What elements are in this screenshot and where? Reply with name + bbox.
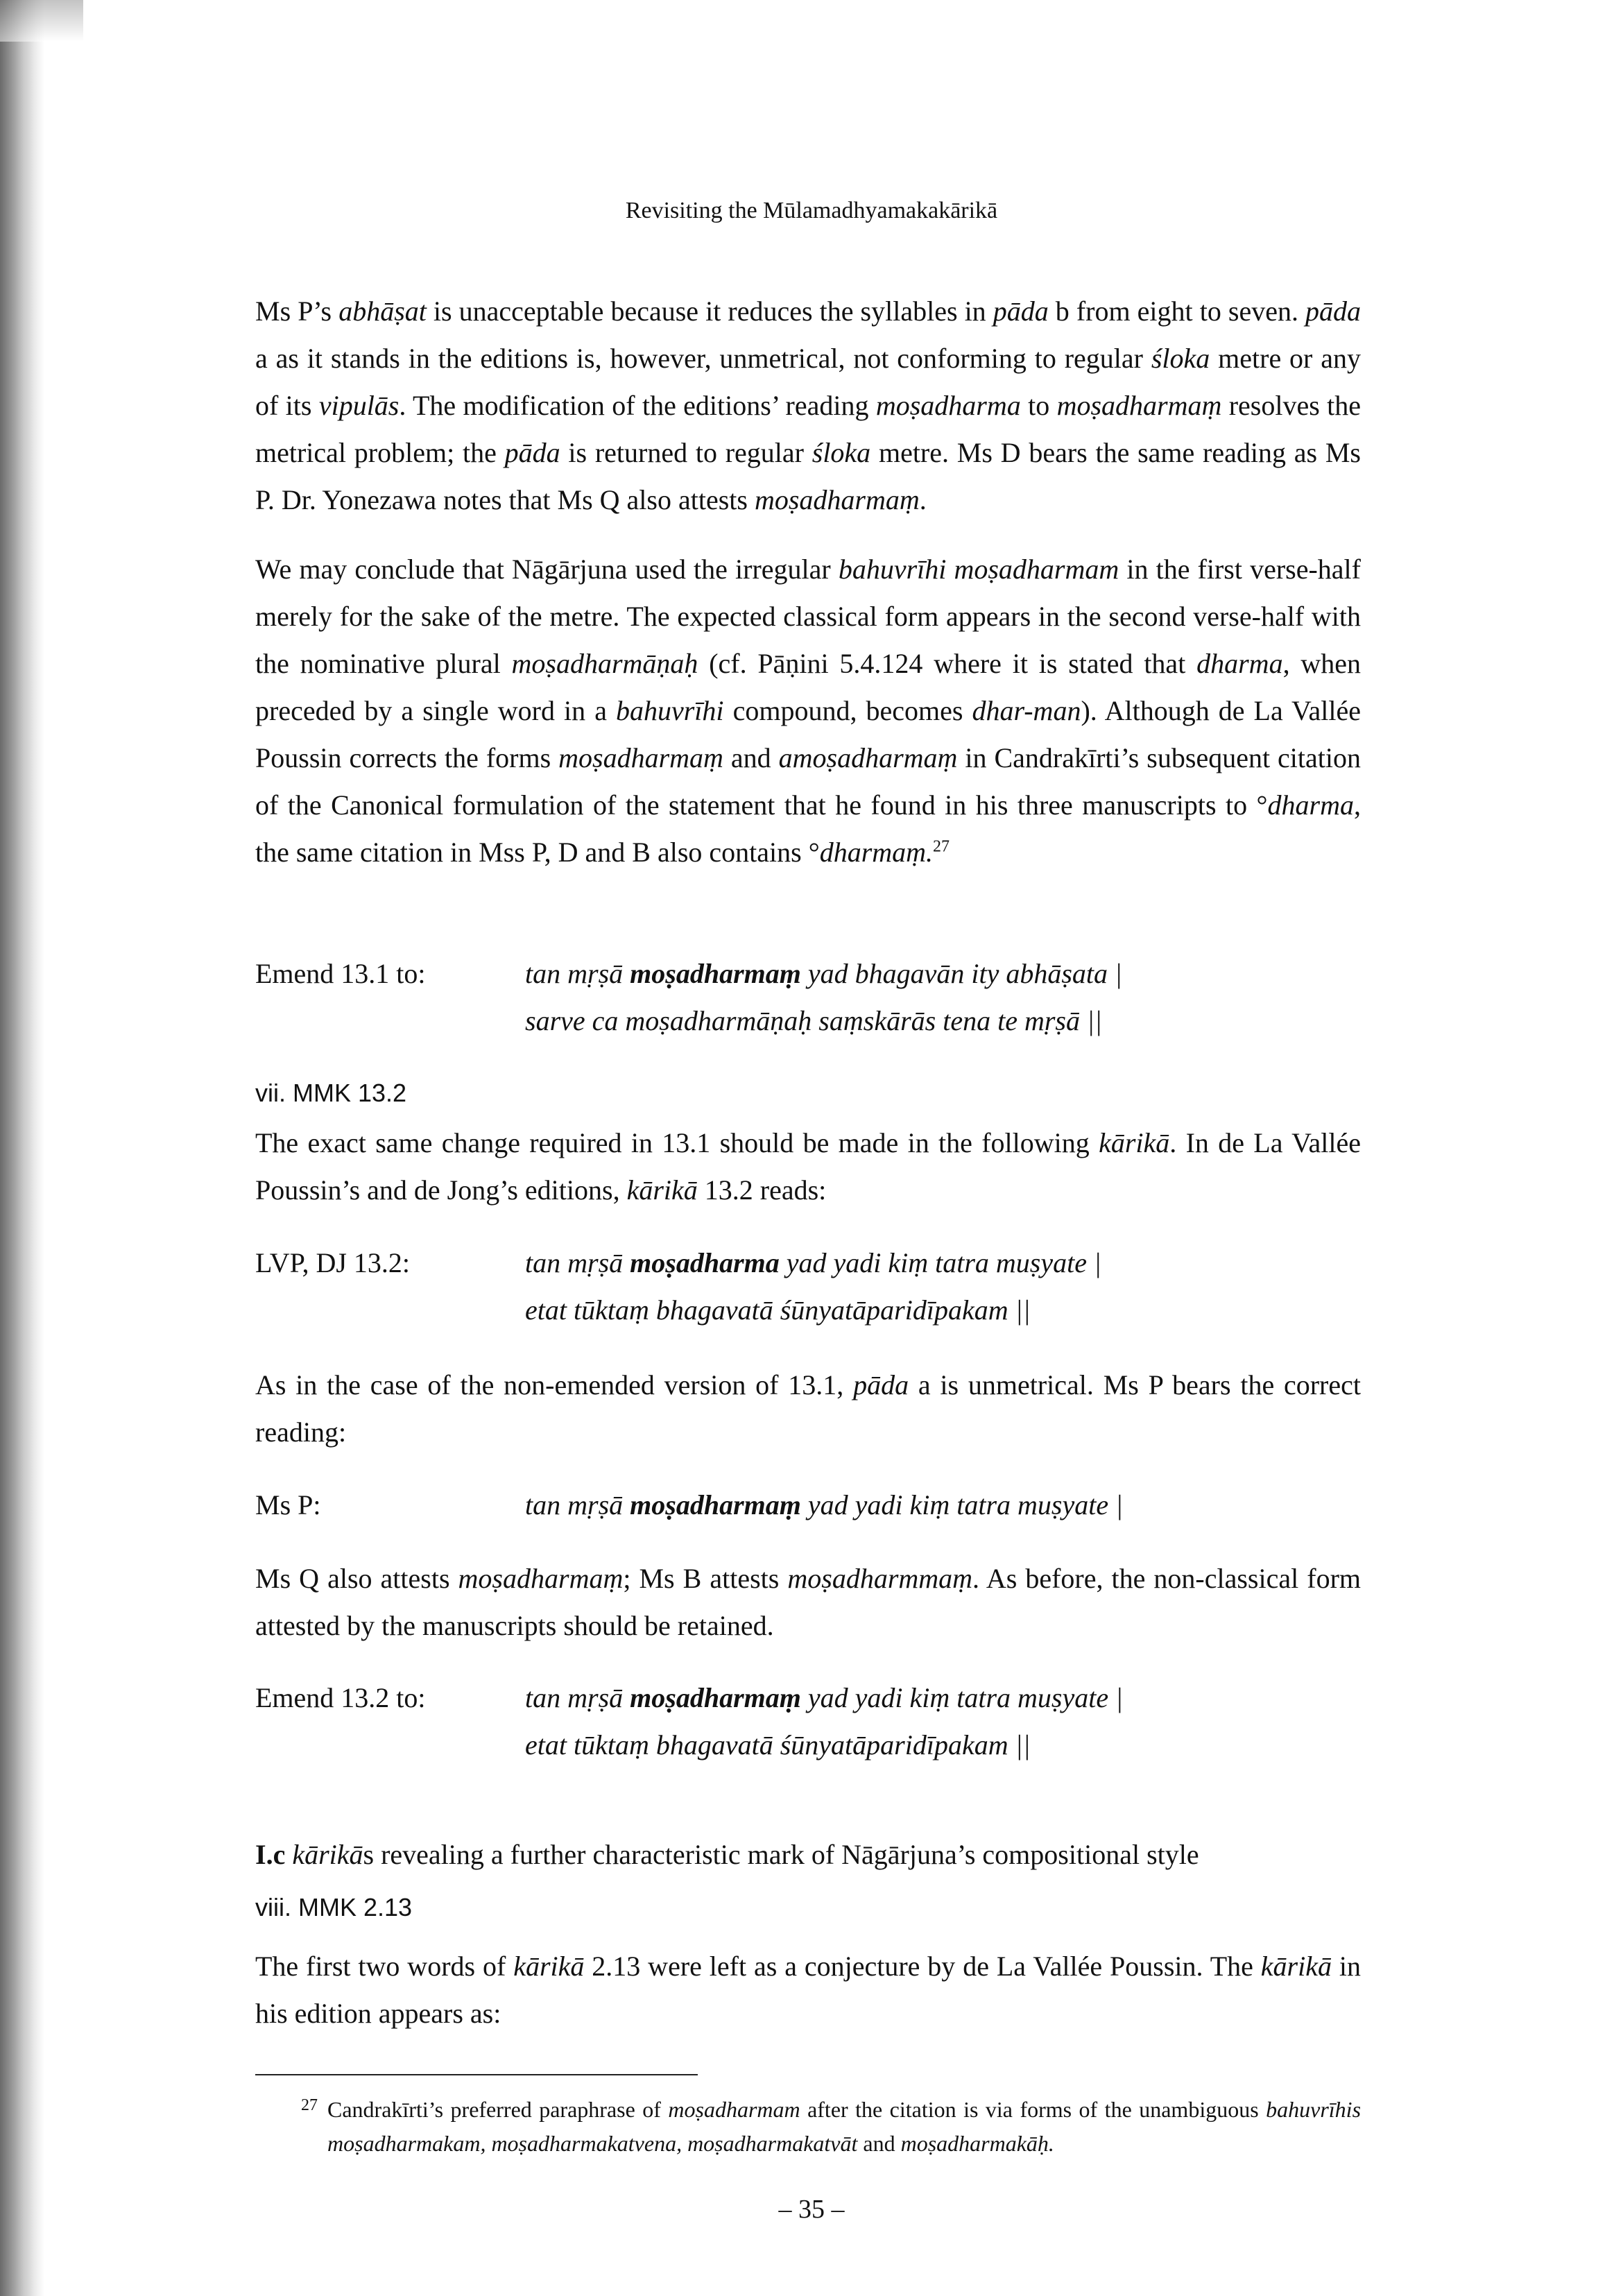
italic-text: moṣadharmāṇaḥ: [511, 648, 698, 679]
text-segment: yad yadi kiṃ tatra muṣyate |: [800, 1489, 1124, 1520]
section-heading-italic: kārikā: [292, 1839, 363, 1870]
paragraph: [255, 1120, 1361, 1214]
footnote-text: [255, 2093, 1361, 2161]
text-segment: The first two words of: [255, 1951, 514, 1982]
text-segment: etat tūktaṃ bhagavatā śūnyatāparidīpakam ||: [525, 1294, 1031, 1326]
text-segment: in his edition appears as:: [255, 1951, 1361, 2029]
italic-text: kārikā: [1260, 1951, 1332, 1982]
italic-text: bahuvrīhi moṣadharmam: [838, 554, 1119, 585]
text-segment: yad bhagavān ity abhāṣata |: [800, 958, 1123, 989]
verse-line: [525, 997, 1122, 1045]
page-number: – 35 –: [778, 2195, 845, 2224]
text-segment: after the citation is via forms of the unambiguous: [800, 2097, 1266, 2122]
italic-text: śloka: [812, 437, 871, 468]
text-segment: tan mṛṣā: [525, 958, 630, 989]
running-header: Revisiting the Mūlamadhyamakakārikā: [625, 198, 998, 223]
italic-text: moṣadharmakāḥ.: [900, 2131, 1054, 2156]
text-segment: metre or any of its: [255, 343, 1361, 421]
italic-text: moṣadharmaṃ: [754, 484, 920, 515]
footnote-rule: [255, 2074, 698, 2075]
footnote-ref: 27: [933, 837, 950, 856]
verse-line: [525, 1240, 1101, 1287]
italic-text: moṣadharmaṃ: [1056, 390, 1222, 421]
paragraph: [255, 1362, 1361, 1456]
text-segment: b from eight to seven.: [1048, 295, 1306, 327]
italic-text: moṣadharmaṃ: [558, 742, 723, 773]
italic-text: kārikā: [513, 1951, 585, 1982]
paragraph: [255, 1943, 1361, 2037]
text-segment: We may conclude that Nāgārjuna used the irregular: [255, 554, 839, 585]
verse-label: Emend 13.2 to:: [255, 1682, 426, 1713]
text-segment: Ms P’s: [255, 295, 339, 327]
text-segment: , the same citation in Mss P, D and B also contains °: [255, 789, 1361, 868]
text-segment: yad yadi kiṃ tatra muṣyate |: [779, 1247, 1101, 1278]
verse-block: [255, 1482, 1361, 1529]
bold-text: moṣadharmaṃ: [630, 958, 801, 989]
text-segment: , when preceded by a single word in a: [255, 648, 1361, 726]
text-segment: The exact same change required in 13.1 should be made in the following: [255, 1127, 1099, 1158]
scan-corner-shadow: [0, 0, 83, 42]
text-segment: is unacceptable because it reduces the syllables in: [426, 295, 993, 327]
italic-text: dharma: [1267, 789, 1354, 821]
text-segment: in the first verse-half merely for the sake of the metre. The expected classical form appears in the second verse-half with the nominative plural: [255, 554, 1361, 679]
italic-text: pāda: [1305, 295, 1362, 327]
italic-text: pāda: [993, 295, 1049, 327]
footnote: [255, 2093, 1361, 2161]
text-segment: Ms Q also attests: [255, 1563, 458, 1594]
text-segment: tan mṛṣā: [525, 1247, 630, 1278]
verse-label: Emend 13.1 to:: [255, 958, 426, 989]
italic-text: pāda: [504, 437, 560, 468]
italic-text: pāda: [853, 1369, 909, 1400]
text-segment: a is unmetrical. Ms P bears the correct reading:: [255, 1369, 1362, 1448]
verse-line: [525, 1722, 1123, 1769]
paragraph: [255, 1555, 1361, 1650]
verse-line: [525, 950, 1122, 997]
bold-text: moṣadharmaṃ: [630, 1489, 801, 1520]
text-segment: a as it stands in the editions is, however, unmetrical, not conforming to regular: [255, 343, 1151, 374]
text-segment: metre. Ms D bears the same reading as Ms P. Dr. Yonezawa notes that Ms Q also attests: [255, 437, 1361, 515]
bold-text: moṣadharmaṃ: [630, 1682, 801, 1713]
section-heading: [255, 1831, 1361, 1878]
verse-text: [525, 1482, 1123, 1529]
footnote-number: 27: [301, 2096, 318, 2114]
italic-text: moṣadharmam: [668, 2097, 800, 2122]
bold-text: moṣadharma: [630, 1247, 780, 1278]
italic-text: kārikā: [1099, 1127, 1170, 1158]
text-segment: .: [919, 484, 927, 515]
scan-edge-shadow: [0, 0, 44, 2296]
verse-block: [255, 1240, 1361, 1334]
italic-text: moṣadharmaṃ: [458, 1563, 624, 1594]
text-segment: 13.2 reads:: [697, 1174, 827, 1206]
subsection-heading: vii. MMK 13.2: [255, 1079, 407, 1107]
verse-block: [255, 1674, 1361, 1769]
italic-text: dharma: [1196, 648, 1283, 679]
text-segment: compound, becomes: [723, 695, 972, 726]
italic-text: amoṣadharmaṃ: [778, 742, 958, 773]
text-segment: ; Ms B attests: [623, 1563, 788, 1594]
text-segment: etat tūktaṃ bhagavatā śūnyatāparidīpakam ||: [525, 1729, 1031, 1760]
paragraph: [255, 546, 1361, 876]
verse-text: [525, 1674, 1123, 1769]
verse-label: Ms P:: [255, 1489, 321, 1520]
text-segment: Candrakīrti’s preferred paraphrase of: [327, 2097, 669, 2122]
verse-line: [525, 1674, 1123, 1722]
text-segment: sarve ca moṣadharmāṇaḥ saṃskārās tena te mṛṣā ||: [525, 1005, 1102, 1036]
section-number: I.c: [255, 1839, 286, 1870]
text-segment: and: [723, 742, 779, 773]
verse-text: [525, 950, 1122, 1045]
text-segment: to: [1020, 390, 1057, 421]
verse-label: LVP, DJ 13.2:: [255, 1247, 411, 1278]
italic-text: śloka: [1151, 343, 1210, 374]
italic-text: vipulās: [318, 390, 400, 421]
italic-text: abhāṣat: [338, 295, 427, 327]
subsection-heading: viii. MMK 2.13: [255, 1893, 413, 1921]
text-segment: resolves the metrical problem; the: [255, 390, 1362, 468]
text-segment: . As before, the non-classical form attested by the manuscripts should be retained.: [255, 1563, 1362, 1641]
text-segment: tan mṛṣā: [525, 1682, 630, 1713]
paragraph: [255, 288, 1361, 524]
italic-text: dharmaṃ: [819, 837, 927, 868]
italic-text: .: [926, 837, 934, 868]
verse-line: [525, 1287, 1101, 1334]
italic-text: bahuvrīhis moṣadharmakam, moṣadharmakatvena, moṣadharmakatvāt: [327, 2097, 1362, 2156]
text-segment: 2.13 were left as a conjecture by de La Vallée Poussin. The: [584, 1951, 1261, 1982]
text-segment: is returned to regular: [560, 437, 812, 468]
verse-block: [255, 950, 1361, 1045]
text-segment: (cf. Pāṇini 5.4.124 where it is stated that: [698, 648, 1197, 679]
text-segment: and: [857, 2131, 901, 2156]
italic-text: dhar-man: [972, 695, 1081, 726]
text-segment: As in the case of the non-emended version of 13.1,: [255, 1369, 854, 1400]
text-segment: . In de La Vallée Poussin’s and de Jong’s editions,: [255, 1127, 1362, 1206]
section-heading-text: s revealing a further characteristic mark of Nāgārjuna’s compositional style: [363, 1839, 1199, 1870]
italic-text: kārikā: [626, 1174, 698, 1206]
text-segment: yad yadi kiṃ tatra muṣyate |: [800, 1682, 1124, 1713]
text-segment: tan mṛṣā: [525, 1489, 630, 1520]
italic-text: moṣadharmmaṃ: [787, 1563, 973, 1594]
italic-text: moṣadharma: [875, 390, 1021, 421]
text-segment: ). Although de La Vallée Poussin corrects the forms: [255, 695, 1361, 773]
verse-text: [525, 1240, 1101, 1334]
text-segment: in Candrakīrti’s subsequent citation of the Canonical formulation of the statement that he found in his three manuscripts to °: [255, 742, 1361, 821]
text-segment: . The modification of the editions’ reading: [399, 390, 876, 421]
verse-line: [525, 1482, 1123, 1529]
italic-text: bahuvrīhi: [615, 695, 724, 726]
